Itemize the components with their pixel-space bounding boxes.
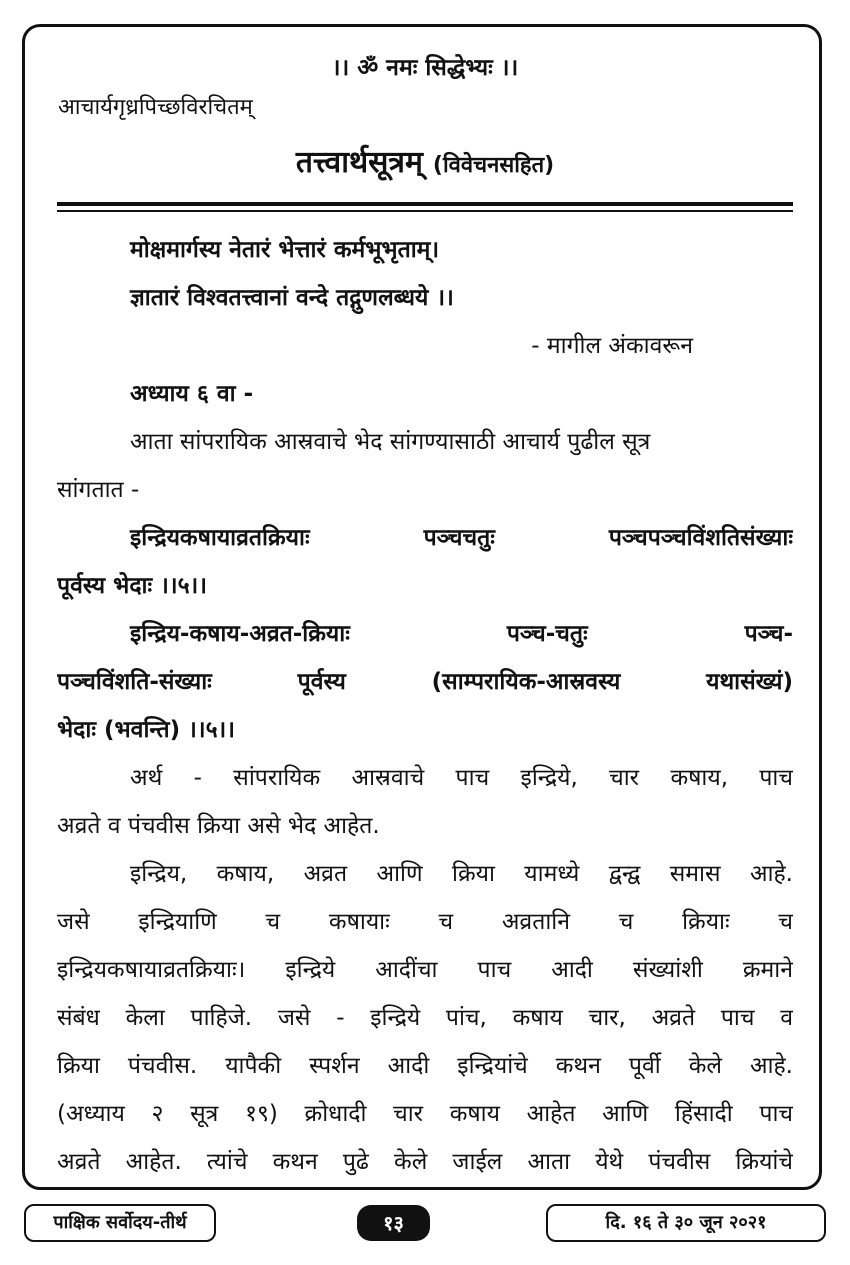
intro-line: सांगतात -	[57, 477, 140, 503]
explanation-line: जसे इन्द्रियाणि च कषायाः च अव्रतानि च क्रियाः च	[57, 909, 793, 935]
article-body	[57, 226, 793, 1186]
chapter-heading: अध्याय ६ वा -	[130, 381, 254, 407]
meaning-line: अर्थ - सांपरायिक आस्रवाचे पाच इन्द्रिये, चार कषाय, पाच	[130, 765, 793, 791]
intro-line: आता सांपरायिक आस्रवाचे भेद सांगण्यासाठी आचार्य पुढील सूत्र	[130, 429, 651, 455]
explanation-line: इन्द्रियकषायाव्रतक्रियाः। इन्द्रिये आदींचा पाच आदी संख्यांशी क्रमाने	[57, 957, 793, 983]
page-subtitle: (विवेचनसहित)	[432, 153, 555, 178]
split-sutra-line: इन्द्रिय-कषाय-अव्रत-क्रियाः पञ्च-चतुः पञ्च-	[130, 621, 793, 647]
sutra-line: इन्द्रियकषायाव्रतक्रियाः पञ्चचतुः पञ्चपञ्चविंशतिसंख्याः	[130, 525, 793, 551]
sutra-line: पूर्वस्य भेदाः ।।५।।	[57, 573, 207, 599]
verse-line: मोक्षमार्गस्य नेतारं भेत्तारं कर्मभूभृताम्।	[130, 237, 440, 263]
explanation-line: क्रिया पंचवीस. यापैकी स्पर्शन आदी इन्द्रियांचे कथन पूर्वी केले आहे.	[57, 1053, 793, 1079]
invocation-line: ।। ॐ नमः सिद्धेभ्यः ।।	[331, 55, 519, 81]
heading-rule-thick	[57, 202, 793, 206]
verse-line: ज्ञातारं विश्वतत्त्वानां वन्दे तद्गुणलब्धये ।।	[130, 285, 454, 311]
page-number: १३	[357, 1205, 430, 1241]
continued-note: - मागील अंकावरून	[531, 333, 693, 359]
explanation-line: (अध्याय २ सूत्र १९) क्रोधादी चार कषाय आहेत आणि हिंसादी पाच	[57, 1101, 793, 1127]
author-line: आचार्यगृध्रपिच्छविरचितम्	[58, 95, 253, 120]
meaning-line: अव्रते व पंचवीस क्रिया असे भेद आहेत.	[57, 813, 380, 839]
heading-rule-thin	[57, 210, 793, 212]
split-sutra-line: पञ्चविंशति-संख्याः पूर्वस्य (साम्परायिक-आस्रवस्य यथासंख्यं)	[57, 669, 793, 695]
title-row	[0, 140, 850, 181]
explanation-line: अव्रते आहेत. त्यांचे कथन पुढे केले जाईल आता येथे पंचवीस क्रियांचे	[57, 1149, 793, 1175]
explanation-line: संबंध केला पाहिजे. जसे - इन्द्रिये पांच, कषाय चार, अव्रते पाच व	[57, 1005, 793, 1031]
issue-date: दि. १६ ते ३० जून २०२१	[546, 1204, 826, 1242]
publication-name: पाक्षिक सर्वोदय-तीर्थ	[24, 1204, 216, 1242]
split-sutra-line: भेदाः (भवन्ति) ।।५।।	[57, 717, 235, 743]
explanation-line: इन्द्रिय, कषाय, अव्रत आणि क्रिया यामध्ये द्वन्द्व समास आहे.	[130, 861, 793, 887]
page-title: तत्त्वार्थसूत्रम्	[295, 145, 423, 180]
